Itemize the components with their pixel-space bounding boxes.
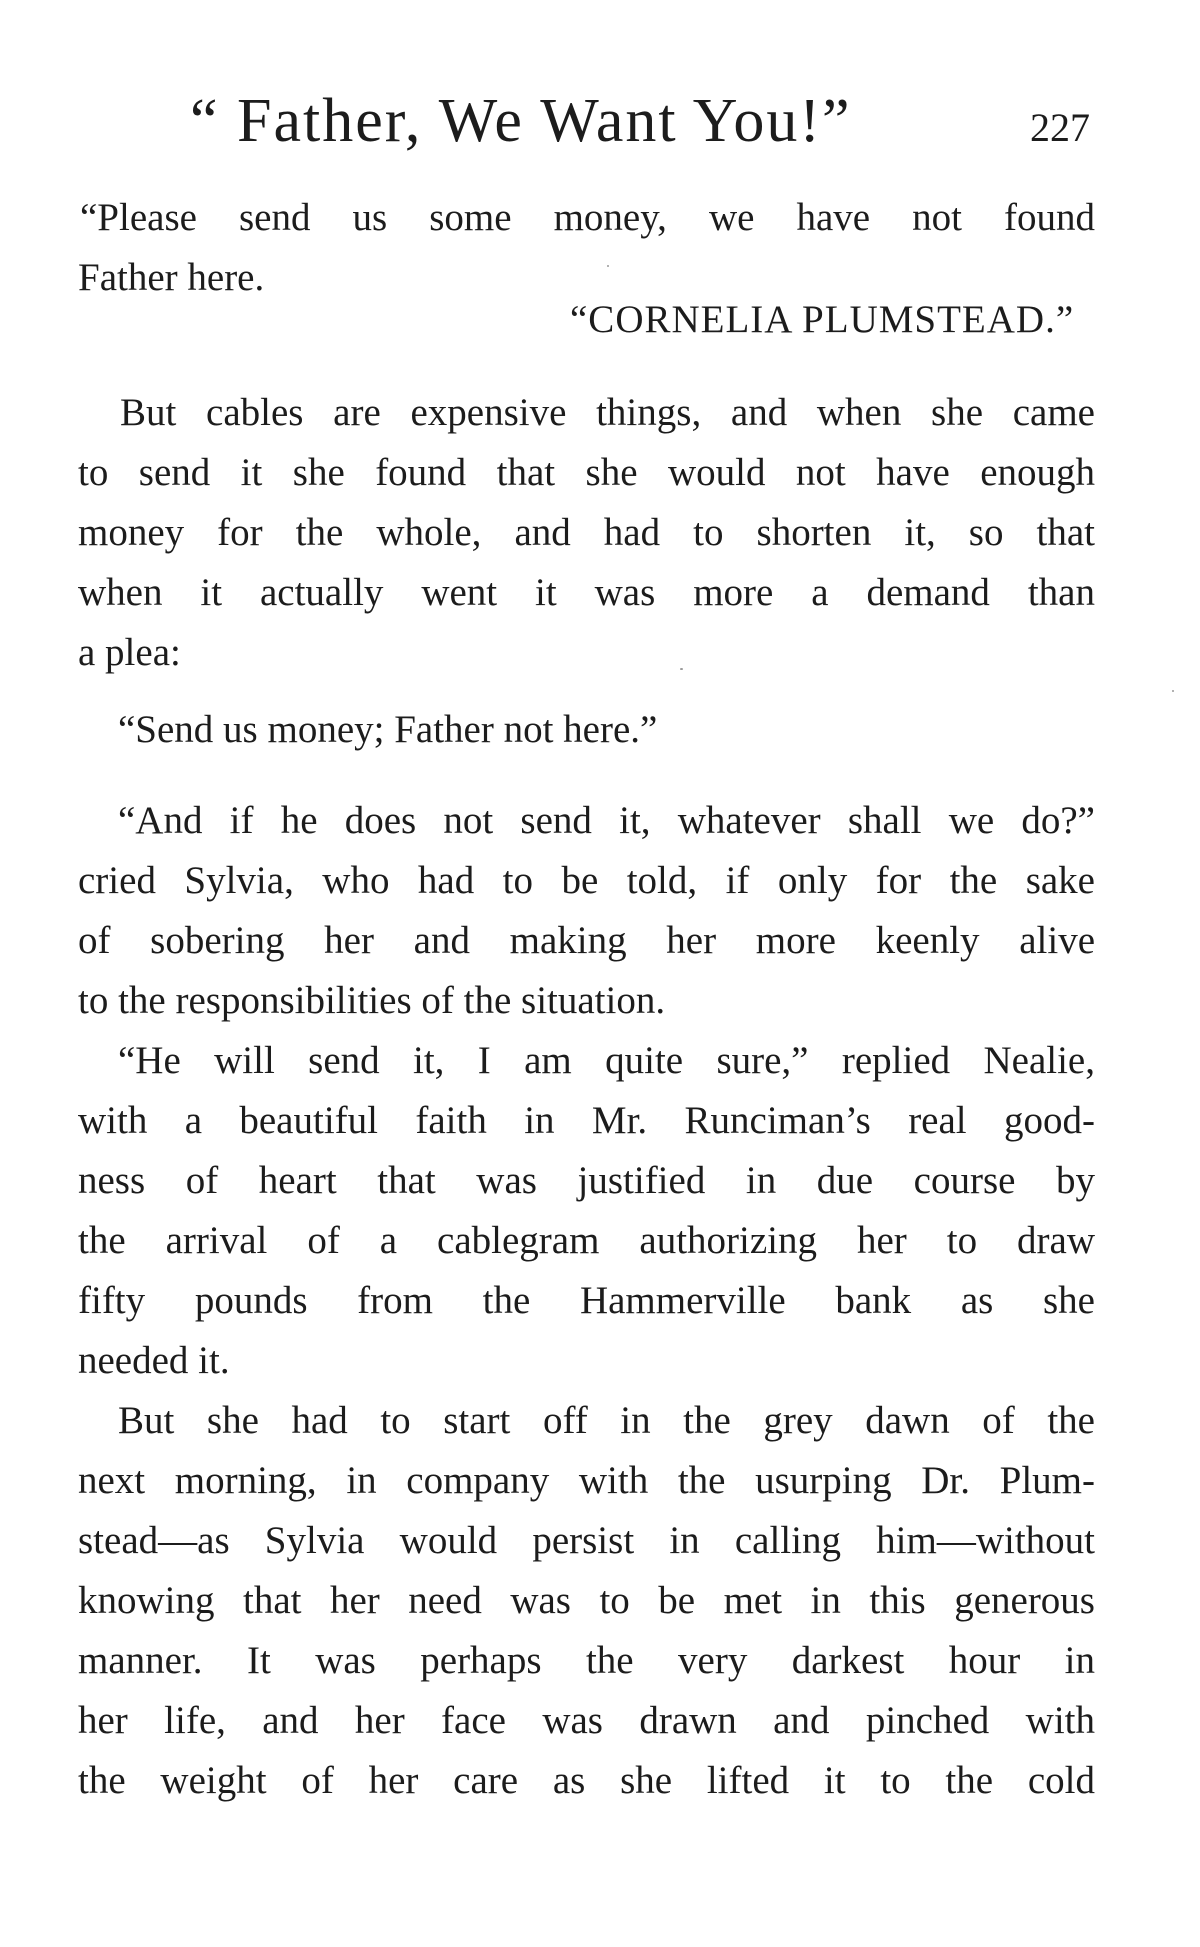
letter-line: Father here. xyxy=(78,256,265,299)
paragraph-line: money for the whole, and had to shorten it, so that xyxy=(78,511,1095,554)
letter-signature xyxy=(570,295,1075,345)
paragraph-line: to the responsibilities of the situation. xyxy=(78,979,666,1022)
paragraph-line: ness of heart that was justified in due course by xyxy=(78,1159,1095,1202)
paragraph-line: the weight of her care as she lifted it to the cold xyxy=(78,1759,1095,1802)
paragraph-line: But cables are expensive things, and when she came xyxy=(120,391,1095,434)
paragraph-line: cried Sylvia, who had to be told, if only for the sake xyxy=(78,859,1095,902)
paragraph-line: a plea: xyxy=(78,631,181,674)
paragraph-line: next morning, in company with the usurping Dr. Plum- xyxy=(78,1459,1095,1502)
signature-text: “CORNELIA PLUMSTEAD.” xyxy=(570,298,1075,341)
paragraph-line: the arrival of a cablegram authorizing her to draw xyxy=(78,1219,1095,1262)
paragraph-line: But she had to start off in the grey dawn of the xyxy=(118,1399,1095,1442)
paragraph-line: of sobering her and making her more keenly alive xyxy=(78,919,1095,962)
paragraph-line: with a beautiful faith in Mr. Runciman’s real good- xyxy=(78,1099,1095,1142)
scan-speck xyxy=(1172,690,1174,692)
running-header-title: “ Father, We Want You!” xyxy=(190,87,852,155)
paragraph-line: needed it. xyxy=(78,1339,230,1382)
scan-speck xyxy=(680,668,683,670)
paragraph-line: her life, and her face was drawn and pinched with xyxy=(78,1699,1095,1742)
paragraph-line: fifty pounds from the Hammerville bank as she xyxy=(78,1279,1095,1322)
paragraph-line: “And if he does not send it, whatever shall we do?” xyxy=(118,799,1095,842)
page-number: 227 xyxy=(1030,105,1090,150)
letter-line: “Please send us some money, we have not found xyxy=(80,196,1095,239)
scan-speck xyxy=(607,265,609,267)
cable-text: “Send us money; Father not here.” xyxy=(118,708,658,751)
paragraph-line: “He will send it, I am quite sure,” replied Nealie, xyxy=(118,1039,1095,1082)
paragraph-line: stead—as Sylvia would persist in calling him—without xyxy=(78,1519,1095,1562)
paragraph-line: manner. It was perhaps the very darkest hour in xyxy=(78,1639,1095,1682)
paragraph-line: to send it she found that she would not have enough xyxy=(78,451,1095,494)
paragraph-line: knowing that her need was to be met in this generous xyxy=(78,1579,1095,1622)
paragraph-line: when it actually went it was more a demand than xyxy=(78,571,1095,614)
